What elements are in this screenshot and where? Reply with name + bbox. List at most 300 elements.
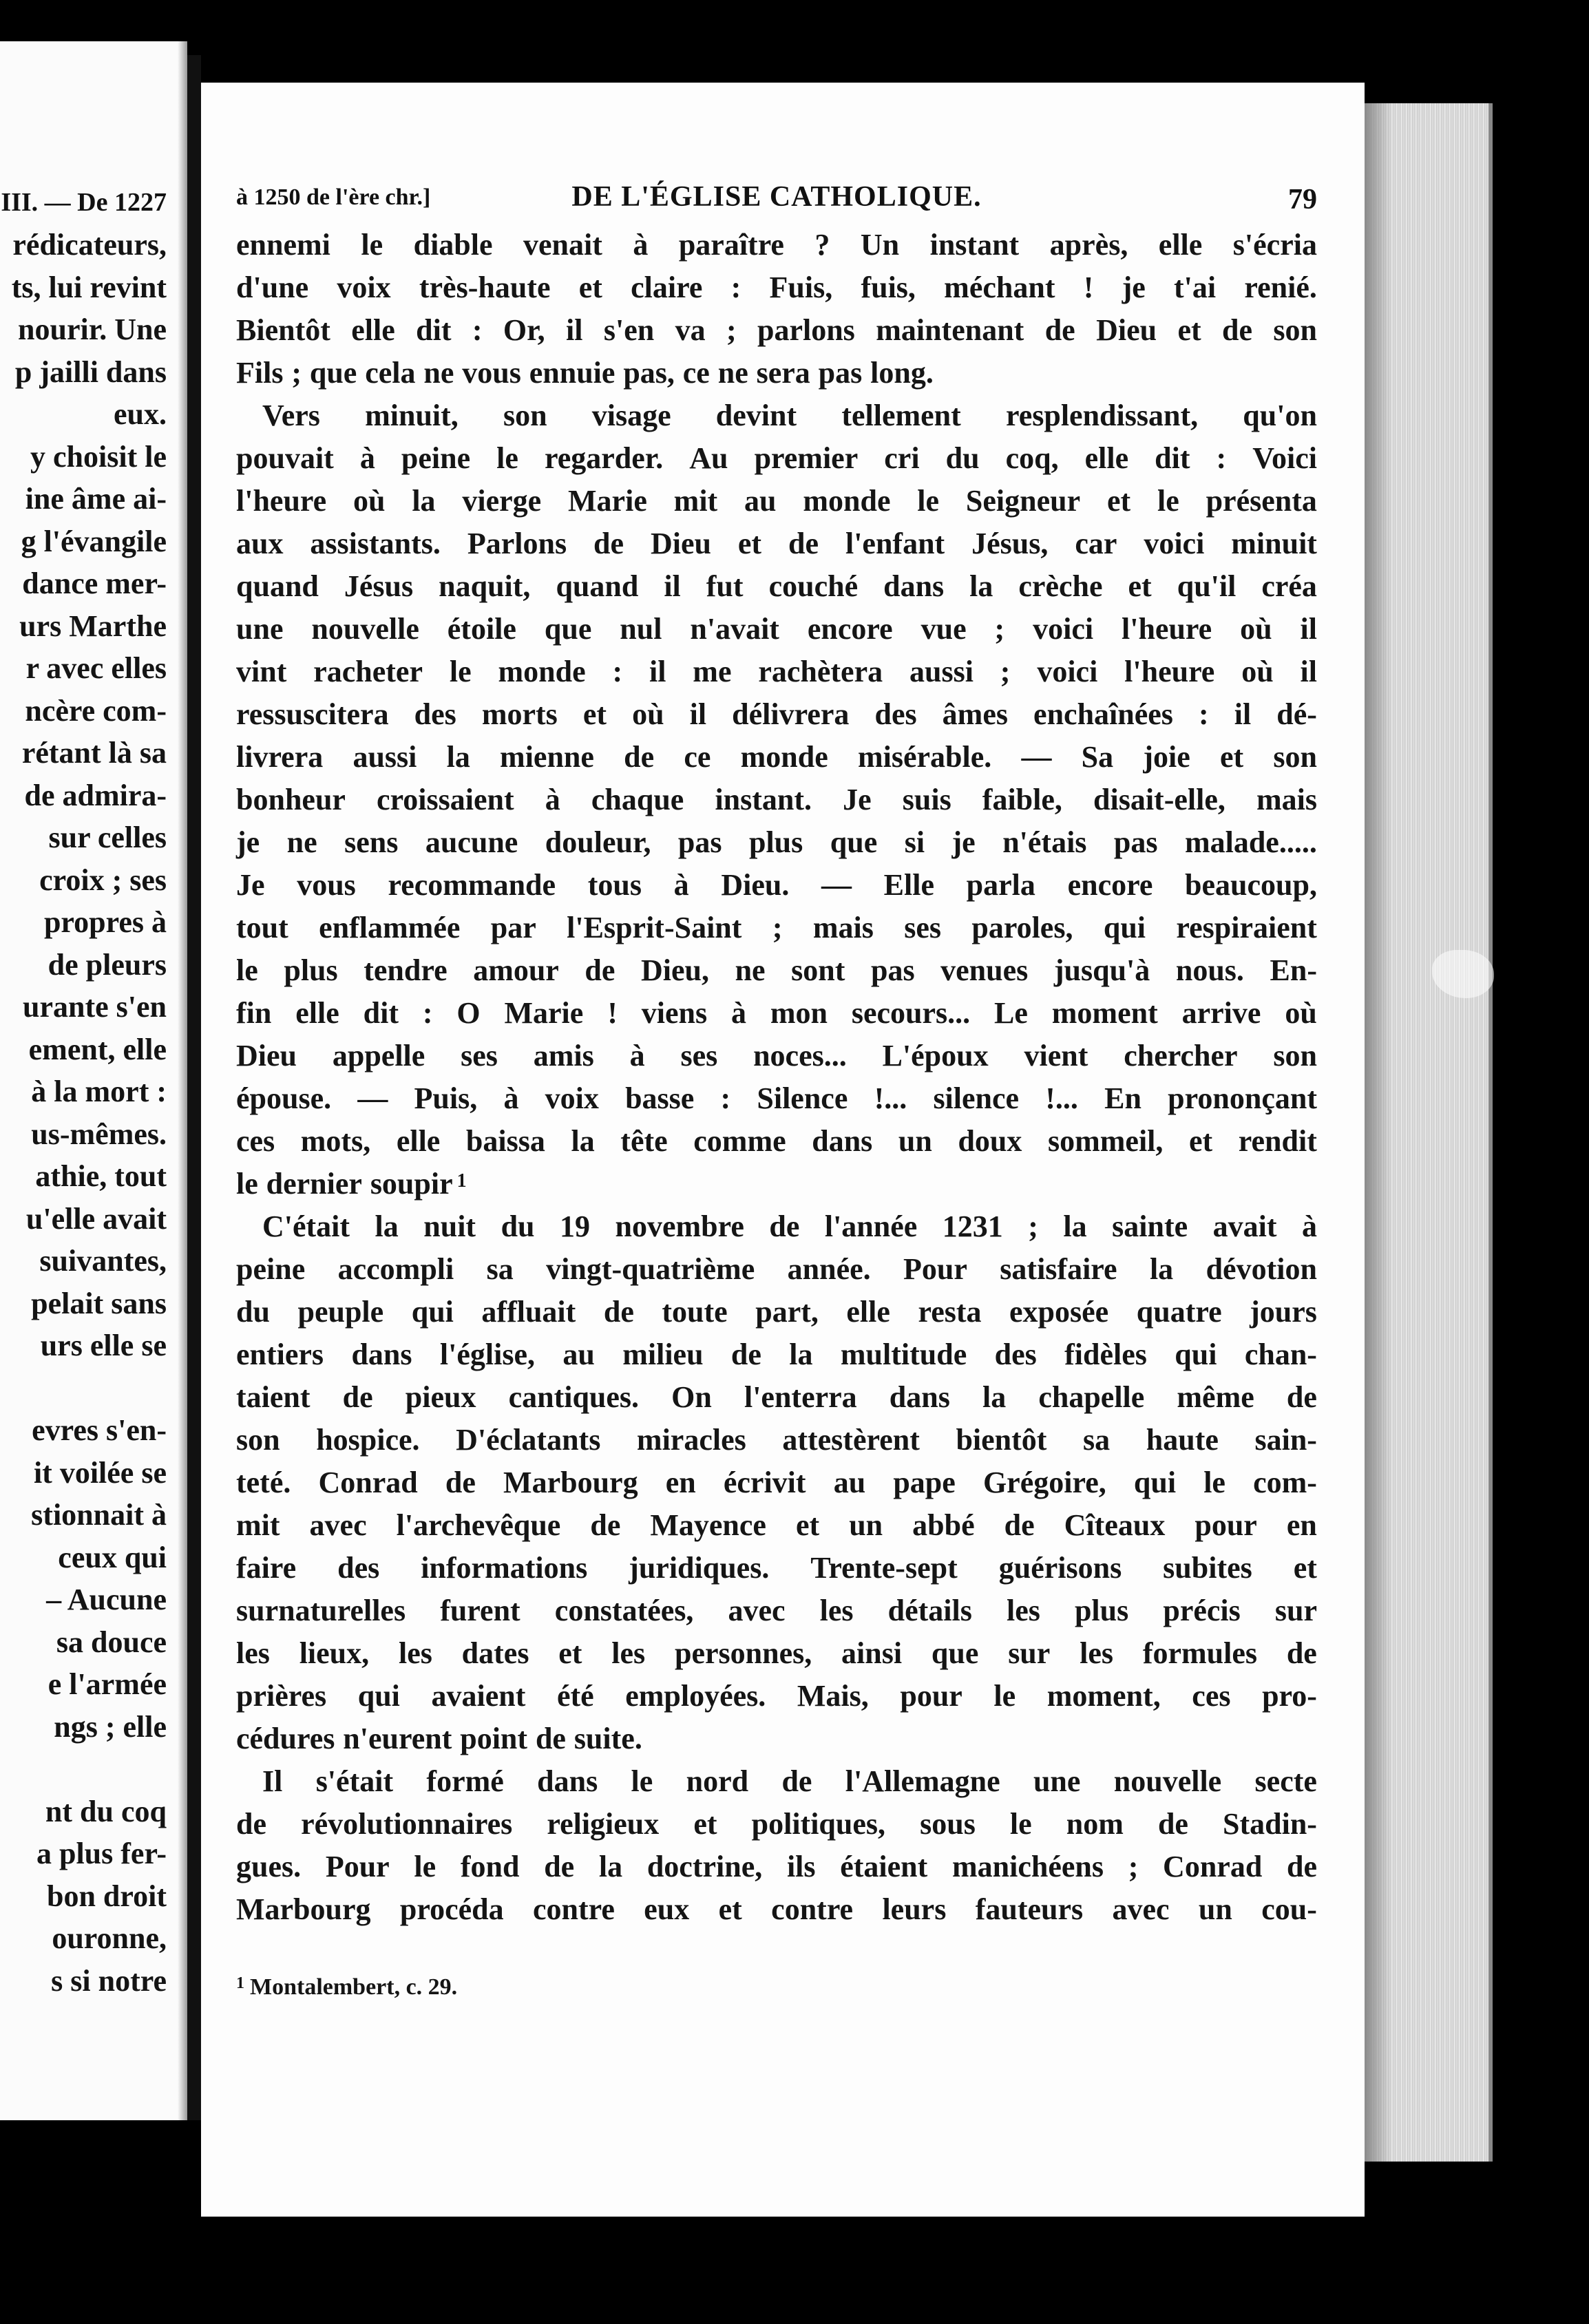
word: !: [1083, 271, 1094, 304]
text-line: [236, 309, 1317, 352]
word: son: [236, 1423, 280, 1457]
word: avec: [1112, 1892, 1170, 1926]
word: sain-: [1254, 1423, 1317, 1457]
word: dans: [812, 1124, 873, 1158]
text-line: [236, 1888, 1317, 1931]
left-page-line: evres s'en-: [32, 1413, 167, 1447]
word: pas: [677, 825, 722, 859]
word: avec: [309, 1508, 367, 1542]
word: des: [414, 697, 456, 731]
left-page-line: sa douce: [56, 1625, 167, 1659]
word: avec: [728, 1594, 786, 1627]
left-page-line: p jailli dans: [14, 355, 167, 389]
word: contre: [771, 1892, 854, 1926]
text-line: [236, 608, 1317, 651]
word: Grégoire,: [982, 1466, 1106, 1499]
word: nouvelle: [1113, 1764, 1222, 1798]
word: le: [496, 441, 518, 475]
word: long.: [870, 356, 934, 390]
word: couché: [768, 569, 859, 603]
word: un: [849, 1508, 883, 1542]
left-page-line: ngs ; elle: [54, 1709, 167, 1744]
word: formules: [1142, 1636, 1258, 1670]
word: de: [544, 1850, 575, 1883]
word: Dieu: [1096, 313, 1157, 347]
word: en: [665, 1466, 696, 1499]
running-head: [236, 179, 1317, 220]
word: voici: [1037, 655, 1098, 688]
word: que: [830, 825, 878, 859]
word: ;: [1000, 655, 1011, 688]
word: rendit: [1238, 1124, 1317, 1158]
word: l'église,: [439, 1338, 535, 1371]
word: basse: [625, 1081, 695, 1115]
word: où: [632, 697, 664, 731]
word: de: [1157, 1807, 1188, 1841]
word: enflammée: [319, 911, 461, 944]
word: racheter: [313, 655, 423, 688]
word: ;: [772, 911, 783, 944]
word: le: [361, 228, 383, 262]
word: parla: [966, 868, 1035, 902]
word: elle: [295, 996, 339, 1030]
word: elle: [351, 313, 395, 347]
word: à: [673, 868, 689, 902]
text-line: [236, 821, 1317, 864]
word: de: [590, 1508, 621, 1542]
word: n'avait: [690, 612, 779, 646]
word: ne: [717, 356, 748, 390]
word: je: [236, 825, 260, 859]
word: l'heure: [236, 484, 327, 518]
word: de: [781, 1764, 812, 1798]
word: de: [730, 1338, 761, 1371]
word: C'était: [262, 1209, 350, 1243]
word: s'en: [603, 313, 655, 347]
word: avaient: [431, 1679, 526, 1713]
word: 1231: [942, 1209, 1003, 1243]
word: ;: [994, 612, 1005, 646]
word: politiques,: [751, 1807, 886, 1841]
word: une: [236, 612, 284, 646]
word: ce: [682, 356, 710, 390]
word: En-: [1270, 953, 1317, 987]
left-page-line: de admira-: [24, 778, 167, 812]
word: assistants.: [310, 527, 441, 560]
left-page-line: propres à: [43, 905, 167, 939]
word: chaque: [591, 783, 684, 816]
word: le: [236, 953, 258, 987]
text-line: [236, 693, 1317, 736]
word: parlons: [757, 313, 855, 347]
left-page-fold-shadow: [178, 41, 187, 2120]
left-page-line: stionnait à: [31, 1498, 167, 1532]
word: tellement: [841, 399, 961, 432]
left-page-line: à la mort :: [31, 1075, 167, 1108]
text-line: [236, 949, 1317, 992]
left-page-text: [12, 224, 167, 2002]
word: du: [501, 1209, 535, 1243]
word: Jésus,: [971, 527, 1049, 560]
word: de: [1004, 1508, 1035, 1542]
word: il: [1234, 697, 1252, 731]
word: plus: [1074, 1594, 1129, 1627]
word: avait: [1212, 1209, 1277, 1243]
word: tout: [236, 911, 288, 944]
word: de: [624, 740, 655, 774]
left-page-line: ts, lui revint: [11, 270, 167, 304]
word: chapelle: [1038, 1380, 1145, 1414]
footnote: [236, 1974, 457, 2000]
word: Elle: [883, 868, 934, 902]
word: des: [337, 1551, 380, 1585]
word: mais: [812, 911, 874, 944]
word: entiers: [236, 1338, 324, 1371]
word: devint: [715, 399, 797, 432]
word: satisfaire: [1000, 1252, 1117, 1286]
word: vous: [462, 356, 521, 390]
word: minuit: [1231, 527, 1317, 560]
word: doux: [958, 1124, 1022, 1158]
left-page-line: ceux qui: [58, 1540, 167, 1574]
word: le: [1009, 1807, 1032, 1841]
word: et: [1189, 1124, 1213, 1158]
word: sa: [1083, 1423, 1111, 1457]
word: je: [1122, 271, 1146, 304]
word: cri: [884, 441, 920, 475]
word: ses: [461, 1039, 498, 1073]
word: les: [236, 1636, 270, 1670]
word: toute: [662, 1295, 728, 1329]
word: Voici: [1252, 441, 1317, 475]
word: Trente-sept: [810, 1551, 958, 1585]
word: doctrine,: [646, 1850, 763, 1883]
left-page-line: it voilée se: [33, 1455, 167, 1490]
word: pour: [900, 1679, 962, 1713]
word: et: [1106, 484, 1131, 518]
text-line: [236, 1461, 1317, 1504]
text-line: [236, 1205, 1317, 1248]
page-edges-shadow: [1365, 103, 1392, 2162]
word: créa: [1261, 569, 1317, 603]
word: très-haute: [419, 271, 551, 304]
word: de: [585, 953, 615, 987]
text-line: [236, 437, 1317, 480]
word: fond: [460, 1850, 520, 1883]
word: soupir $^1$: [370, 1167, 467, 1201]
text-line: [236, 1163, 1317, 1205]
word: de: [535, 1722, 566, 1755]
word: novembre: [615, 1209, 744, 1243]
word: s'écria: [1232, 228, 1317, 262]
word: mit: [236, 1508, 280, 1542]
word: Il: [262, 1764, 283, 1798]
word: crèche: [1018, 569, 1103, 603]
word: dans: [883, 569, 945, 603]
word: sens: [344, 825, 399, 859]
word: livrera: [236, 740, 324, 774]
left-page-line: [12, 1367, 167, 1410]
word: jours: [1250, 1295, 1317, 1329]
word: de: [1286, 1380, 1317, 1414]
left-page-line: ncère com-: [25, 693, 167, 728]
word: Je: [843, 783, 872, 816]
word: monde: [803, 484, 891, 518]
word: le: [917, 484, 940, 518]
word: précis: [1163, 1594, 1241, 1627]
word: le: [1157, 484, 1179, 518]
word: Au: [689, 441, 728, 475]
word: :: [422, 996, 433, 1030]
word: vous: [297, 868, 356, 902]
word: et: [737, 527, 762, 560]
word: suis: [902, 783, 951, 816]
word: la: [598, 1850, 623, 1883]
word: venait: [523, 228, 602, 262]
word: amis: [533, 1039, 594, 1073]
word: guérisons: [998, 1551, 1122, 1585]
word: au: [744, 484, 777, 518]
text-line: [236, 736, 1317, 779]
left-page-line: u'elle avait: [25, 1201, 167, 1236]
word: ;: [1028, 1209, 1038, 1243]
word: sur: [1274, 1594, 1317, 1627]
word: âmes: [942, 697, 1008, 731]
word: pouvait: [236, 441, 334, 475]
word: à: [730, 996, 746, 1030]
word: ainsi: [841, 1636, 903, 1670]
word: part,: [755, 1295, 819, 1329]
word: faire: [236, 1551, 297, 1585]
word: des: [874, 697, 917, 731]
word: rachètera: [758, 655, 883, 688]
word: jusqu'à: [1053, 953, 1150, 987]
word: Dieu: [650, 527, 711, 560]
word: ;: [291, 356, 302, 390]
word: Parlons: [467, 527, 567, 560]
word: !...: [1045, 1081, 1078, 1115]
word: Dieu.: [721, 868, 790, 902]
word: sainte: [1112, 1209, 1188, 1243]
word: ces: [1192, 1679, 1231, 1713]
word: vingt-quatrième: [546, 1252, 755, 1286]
left-page-line: de pleurs: [48, 947, 167, 982]
word: aussi: [909, 655, 974, 688]
left-page-line: ouronne,: [52, 1921, 167, 1955]
word: au: [833, 1466, 866, 1499]
word: monde: [498, 655, 586, 688]
word: monde: [740, 740, 828, 774]
word: pas: [870, 953, 915, 987]
word: nous.: [1175, 953, 1244, 987]
word: sur: [1008, 1636, 1051, 1670]
word: au: [562, 1338, 595, 1371]
text-line: [236, 1376, 1317, 1419]
word: comme: [693, 1124, 786, 1158]
word: voici: [1033, 612, 1094, 646]
word: Stadin-: [1223, 1807, 1317, 1841]
word: que: [309, 356, 357, 390]
word: les: [611, 1636, 646, 1670]
word: son: [503, 399, 547, 432]
word: par: [490, 911, 536, 944]
text-line: [236, 992, 1317, 1035]
word: t'ai: [1174, 271, 1217, 304]
word: Puis,: [414, 1081, 478, 1115]
word: ?: [814, 228, 830, 262]
word: pas,: [623, 356, 675, 390]
left-page-line: urs elle se: [40, 1329, 167, 1362]
left-page-line: rédicateurs,: [12, 228, 167, 262]
word: après,: [1049, 228, 1128, 262]
word: cédures: [236, 1722, 335, 1755]
word: ces: [236, 1124, 275, 1158]
word: n'étais: [1002, 825, 1087, 859]
word: Jésus: [344, 569, 414, 603]
word: il: [1300, 612, 1317, 646]
text-line: [236, 1248, 1317, 1291]
word: chercher: [1124, 1039, 1238, 1073]
word: :: [612, 655, 623, 688]
word: ennuie: [529, 356, 615, 390]
word: Seigneur: [965, 484, 1081, 518]
word: étoile: [447, 612, 516, 646]
word: furent: [440, 1594, 520, 1627]
word: multitude: [840, 1338, 967, 1371]
word: ne: [423, 356, 454, 390]
word: joie: [1143, 740, 1190, 774]
left-page-line: [12, 1748, 167, 1790]
word: si: [904, 825, 925, 859]
word: de: [769, 1209, 800, 1243]
word: dans: [351, 1338, 412, 1371]
word: dit: [416, 313, 452, 347]
word: subites: [1163, 1551, 1252, 1585]
word: que: [544, 612, 592, 646]
word: L'époux: [882, 1039, 989, 1073]
word: mon: [770, 996, 828, 1030]
word: dans: [889, 1380, 950, 1414]
text-line: [236, 565, 1317, 608]
word: bientôt: [956, 1423, 1047, 1457]
word: On: [671, 1380, 712, 1414]
word: ressuscitera: [236, 697, 389, 731]
word: croissaient: [377, 783, 514, 816]
word: dernier: [266, 1167, 362, 1201]
word: voix: [545, 1081, 599, 1115]
word: prières: [236, 1679, 327, 1713]
left-page-line: urante s'en: [23, 990, 167, 1024]
left-page-line: croix ; ses: [39, 863, 167, 897]
text-line: [236, 1419, 1317, 1461]
word: affluait: [481, 1295, 576, 1329]
word: fuis,: [861, 271, 916, 304]
word: bonheur: [236, 783, 346, 816]
word: aux: [236, 527, 284, 560]
word: baissa: [465, 1124, 545, 1158]
left-page-line: athie, tout: [35, 1159, 167, 1193]
word: minuit,: [365, 399, 459, 432]
word: l'Allemagne: [845, 1764, 1000, 1798]
word: :: [472, 313, 483, 347]
word: l'heure: [1122, 612, 1212, 646]
word: où: [1240, 612, 1272, 646]
word: diable: [413, 228, 493, 262]
word: il: [649, 655, 666, 688]
word: Silence: [757, 1081, 848, 1115]
word: informations: [421, 1551, 588, 1585]
word: :: [1199, 697, 1209, 731]
word: délivrera: [732, 697, 850, 731]
left-page-line: suivantes,: [39, 1244, 167, 1278]
word: misérable.: [857, 740, 992, 774]
word: année.: [787, 1252, 871, 1286]
word: noces...: [753, 1039, 847, 1073]
word: mit: [673, 484, 718, 518]
word: disait-elle,: [1093, 783, 1225, 816]
word: du: [236, 1295, 270, 1329]
word: silence: [933, 1081, 1020, 1115]
word: gues.: [236, 1850, 302, 1883]
text-line: [236, 1120, 1317, 1163]
footnote-text: Montalembert, c. 29.: [250, 1974, 458, 2000]
word: employées.: [625, 1679, 766, 1713]
word: une: [1033, 1764, 1081, 1798]
word: sa: [486, 1252, 514, 1286]
word: nord: [686, 1764, 749, 1798]
word: l'enterra: [744, 1380, 857, 1414]
word: personnes,: [674, 1636, 812, 1670]
word: :: [730, 271, 741, 304]
word: Fils: [236, 356, 284, 390]
word: resta: [918, 1295, 982, 1329]
word: à: [633, 228, 649, 262]
word: de: [1044, 313, 1075, 347]
word: de: [236, 1807, 266, 1841]
text-line: [236, 1547, 1317, 1589]
word: étaient: [840, 1850, 928, 1883]
word: et: [1219, 740, 1244, 774]
word: me: [693, 655, 732, 688]
word: pas: [1113, 825, 1158, 859]
word: la: [1063, 1209, 1087, 1243]
left-page-line: a plus fer-: [36, 1837, 167, 1870]
text-line: [236, 352, 1317, 394]
word: son: [1273, 1039, 1317, 1073]
word: dit: [1155, 441, 1190, 475]
word: faible,: [982, 783, 1062, 816]
word: ;: [1128, 1850, 1139, 1883]
left-page-line: nourir. Une: [18, 313, 167, 346]
left-page-line: urs Marthe: [19, 609, 167, 643]
word: qui: [1175, 1338, 1217, 1371]
word: de: [603, 1295, 634, 1329]
left-page-line: e l'armée: [48, 1667, 167, 1701]
word: en: [1286, 1508, 1317, 1542]
word: la: [571, 1124, 595, 1158]
word: et: [558, 1636, 582, 1670]
word: ce: [684, 740, 711, 774]
word: tendre: [364, 953, 448, 987]
word: secours...: [851, 996, 971, 1030]
word: dit: [363, 996, 399, 1030]
word: religieux: [547, 1807, 660, 1841]
word: milieu: [622, 1338, 704, 1371]
word: sera: [756, 356, 810, 390]
word: ils: [786, 1850, 816, 1883]
word: Un: [860, 228, 900, 262]
word: peine: [401, 441, 471, 475]
